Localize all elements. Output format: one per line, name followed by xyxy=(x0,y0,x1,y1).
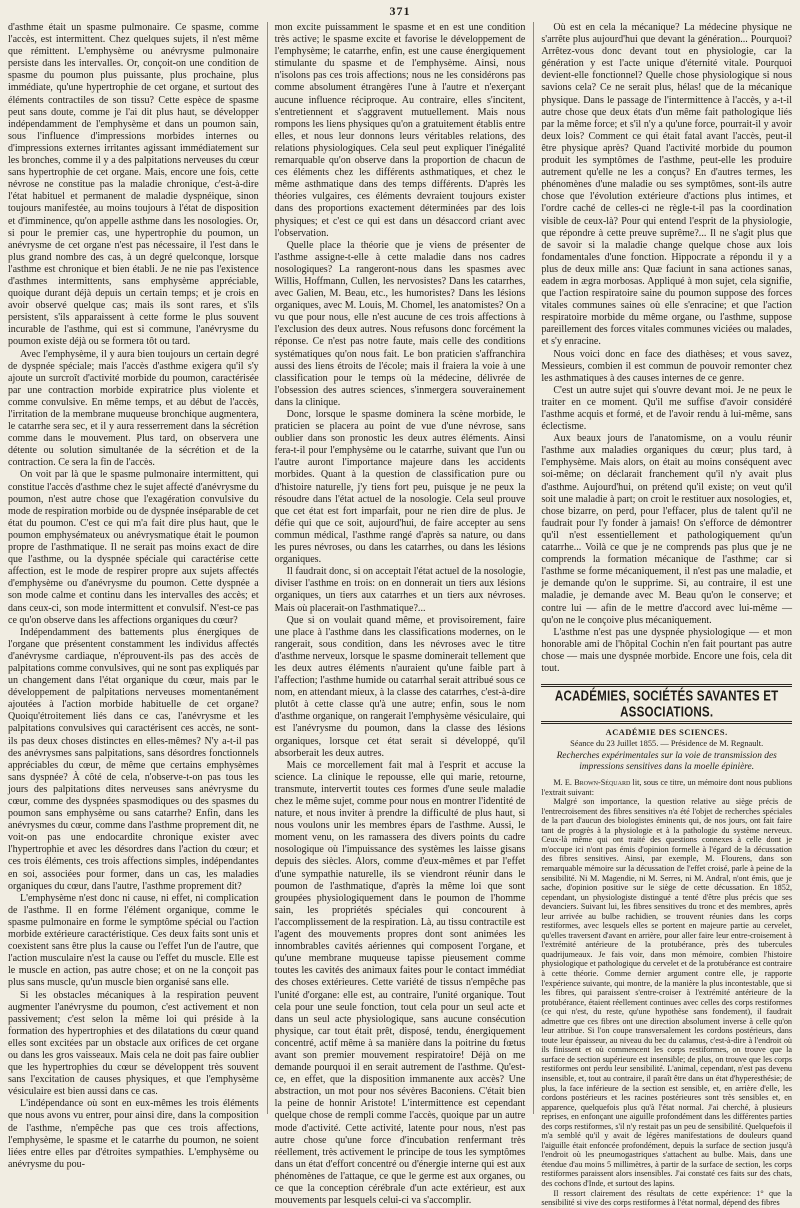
speaker-name: M. E. Brown-Séquard xyxy=(553,778,631,788)
paragraph xyxy=(275,22,526,240)
communication-title: Recherches expérimentales sur la voie de transmission des impressions sensitives dans la moelle épinière. xyxy=(556,751,777,773)
paragraph-text: lit, sous ce titre, un mémoire dont nous publions l'extrait suivant: xyxy=(541,778,793,797)
column-1 xyxy=(8,22,259,1170)
paragraph-text: Nous voici donc en face des diathèses; et vous savez, Messieurs, combien il est commun de pouvoir remonter chez les asthmatiques à des causes internes de ce genre. xyxy=(541,348,793,384)
paragraph-text: L'emphysème n'est donc ni cause, ni effet, ni complication de l'asthme. Il en forme l'élément organique, comme le spasme pulmonaire en forme le symptôme spécial ou l'action morbide extérieure caractéristique. Ces deux faits sont unis et coexistent sans être plus la cause ou l'effet l'un de l'autre, que l'action musculaire n'est la cause ou l'effet du muscle. Elle est le muscle en action, pas autre chose; et on ne la conçoit pas plus sans muscle, qu'un muscle bien organisé sans elle. xyxy=(8,892,259,989)
paragraph xyxy=(8,893,259,990)
paragraph xyxy=(8,1098,259,1171)
paragraph xyxy=(541,349,792,385)
page-number: 371 xyxy=(389,4,411,18)
paragraph xyxy=(275,409,526,566)
paragraph-text: On voit par là que le spasme pulmonaire intermittent, qui constitue l'accès d'asthme chez le sujet affecté d'anévrysme du poumon, n'est autre chose que l'exagération convulsive du mode de respiration morbide ou de dyspnée inséparable de cet état du poumon. C'est ce qui m'a fait dire plus haut, que le poumon emphysémateux ou anévrysmatique était le poumon propre de l'asthmatique. Il ne serait pas moins exact de dire que l'asthme, ou la dyspnée spéciale qui caractérise cette affection, est le mode de respirer propre aux sujets affectés d'emphysème ou d'anévrysme du poumon. Cette dyspnée a son mode calme et continu dans les intervalles des accès; et dans ceux-ci, son mode intermittent et convulsif. N'est-ce pas ce qu'on observe dans les affections organiques du cœur? xyxy=(8,469,259,626)
paragraph-text: Aux beaux jours de l'anatomisme, on a voulu réunir l'asthme aux maladies organiques du cœur; plus tard, à l'emphysème. Mais alors, on était au moins conséquent avec soi-même; on déclarait franchement qu'il n'y avait plus d'asthme. Aujourd'hui, on prétend qu'il existe; on veut qu'il soit une maladie à part; on croit le restituer aux nosologies, et, chose bizarre, on perd, pour l'effacer, plus de talent qu'il ne faudrait pour l'y fonder à jamais! On s'efforce de démontrer qu'il n'est essentiellement et pathologiquement qu'un catarrhe... Voilà ce que je ne comprends pas plus que je ne comprends la formation mécanique de l'asthme; car si l'asthme se forme mécaniquement, il n'est pas une maladie, et je demande qu'on le supprime. Si, au contraire, il est une maladie, je demande avec M. Beau qu'on le conserve; et contre lui — afin de le mettre d'accord avec lui-même — qu'on ne le conçoive plus mécaniquement. xyxy=(541,433,793,626)
paragraph-text: Avec l'emphysème, il y aura bien toujours un certain degré de dyspnée spéciale; mais l'accès d'asthme exigera qu'il s'y ajoute un surcroît d'activité morbide du poumon, caractérisée par une contraction morbide expiratrice plus violente et comme convulsive. En même temps, et au début de l'accès, l'irritation de la membrane muqueuse bronchique augmentera, le catarrhe sera sec, et il y aura resserrement dans la sécrétion comme dans le mouvement. Plus tard, on observera une détente ou solution simultanée de la sécrétion et de la contraction. Ce sera la fin de l'accès. xyxy=(8,348,259,469)
paragraph xyxy=(541,1189,792,1208)
paragraph xyxy=(541,778,792,797)
paragraph-text: Mais ce morcellement fait mal à l'esprit et accuse la science. La clinique le repousse, elle qui marie, retourne, transmute, intervertit toutes ces formes d'une seule maladie chez le même sujet, comme pour nous en montrer l'identité de nature, et nous inviter à prendre la difficulté de plus haut, si nous voulons unir les membres épars de l'asthme. Aussi, le moment venu, on les ramassera des divers points du cadre nosologique où l'impuissance des systèmes les laisse gisans depuis des siècles. Alors, comme d'eux-mêmes et par l'effet d'une sympathie naturelle, ils se viendront réunir dans le poumon de l'asthmatique, d'après la même loi que sont groupées physiologiquement dans le poumon de l'homme sain, les propriétés spéciales qui concourent à l'accomplissement de la respiration. Là, au tissu contractile est l'agent des mouvements propres dont sont animées les innombrables cavités aériennes qui composent l'organe, et qu'une membrane muqueuse tapisse pieusement comme toutes les cavités des animaux faites pour le contact immédiat des choses extérieures. Cette variété de tissus n'empêche pas l'unité d'organe: elle est, au contraire, l'unité organique. Tout cela pour une seule fonction, tout cela pour un seul acte et dans un seul acte physiologique, sans aucune consécution physique, car tout était prêt, disposé, tendu, énergiquement concentré, actif même à sa manière dans la poitrine du fœtus avant son premier mouvement respiratoire! Déjà on me demande pourquoi il en serait autrement de l'asthme. Qu'est-ce, en effet, que la disposition immanente aux accès? Une abstraction, un mot pour nos sévères Baconiens. C'était bien la peine de honnir Aristote! L'intermittence est cependant quelque chose de rempli comme l'accès, quoique par un autre mode d'activité. Cette activité, latente pour nous, n'est pas autre chose qu'une force d'incubation renfermant très réellement, très activement le principe de tous les symptômes dans un état d'effort concentré ou d'énergie interne qui est aux phénomènes de l'attaque, ce que le germe est aux organes, ou ce que la conception cérébrale d'un acte extérieur, est aux mouvements par lesquels celui-ci va s'accomplir. xyxy=(274,759,526,1207)
paragraph xyxy=(541,22,792,349)
column-3 xyxy=(533,22,793,1208)
paragraph-text: L'asthme n'est pas une dyspnée physiologique — et mon honorable ami de l'hôpital Cochin n'en fait pourtant pas autre chose — mais une dyspnée morbide. Encore une fois, cela dit tout. xyxy=(541,626,793,674)
paragraph-text: L'indépendance où sont en eux-mêmes les trois éléments que nous avons vu entrer, pour ainsi dire, dans la composition de l'asthme, n'empêche pas que ces trois affections, l'emphysème, le spasme et le catarrhe du poumon, ne soient liées entre elles par d'étroites sympathies. L'emphysème ou anévrysme du pou- xyxy=(8,1098,259,1170)
paragraph-text: Donc, lorsque le spasme dominera la scène morbide, le praticien se placera au point de vue d'une névrose, sans oublier dans son pronostic les deux autres éléments. Ainsi fera-t-il pour l'emphysème ou le catarrhe, suivant que l'un ou l'autre auront l'importance majeure dans les accidents morbides. Quant à la question de classification pure ou d'histoire naturelle, j'y tiens fort peu, puisque je ne peux la résoudre dans l'état actuel de la nosologie. Cela seul prouve que cet état est fort imparfait, pour ne rien dire de plus. Je défie qui que ce soit, aujourd'hui, de faire accepter au sens commun médical, l'asthme rangé d'après sa nature, ou dans les pures névroses, ou dans les catarrhes, ou dans les lésions organiques. xyxy=(274,409,526,566)
paragraph-text: Où est en cela la mécanique? La médecine physique ne s'arrête plus aujourd'hui que devant la génération... Pourquoi? Arrêtez-vous donc devant tout en physiologie, car la génération y est l'acte unique d'éternité vitale. Pourquoi devient-elle fonctionnel? Quelle chose physiologique si nous savions cela? Ce ne serait plus, hélas! que de la mécanique physique. Dans le passage de l'intermittence à l'accès, y a-t-il autre chose que deux états d'un même fait pathologique liés par la même force; et s'il n'y a qu'une force, pourrait-il y avoir deux lois? Comment ce qui était fatal avant l'accès, peut-il être physique après? Quand l'activité morbide du poumon produit les symptômes de l'asthme, peut-elle les produire autrement qu'elle ne les a conçus? En d'autres termes, les phénomènes d'une maladie ou ses symptômes, sont-ils autre chose que l'évolution extérieure d'actions plus intimes, et l'ordre caché de celles-ci ne règle-t-il pas la coordination visible de ceux-là? Pour qui entend l'esprit de la physiologie, que répondre à cette preuve suprême?... Il ne s'agit plus que de savoir si la maladie change quelque chose aux lois fondamentales d'une fonction. Hippocrate a répondu il y a plus de deux mille ans: Quæ faciunt in sana actiones sanas, eadem in ægra morbosas. Appliqué à mon sujet, cela signifie, que l'action respiratoire saine du poumon suppose des forces vitales communes saines où elle s'enracine; et que l'action respiratoire morbide du même organe, ou l'asthme, suppose pareillement des forces vitales communes viciées ou malades, et s'y enracine. xyxy=(541,22,793,348)
paragraph-text: Malgré son importance, la question relative au siège précis de l'entrecroisement des fibres sensitives n'a été l'objet de recherches spéciales de la part d'aucun des biologistes éminents qui, de nos jours, ont fait faire tant de progrès à la physiologie et à la pathologie du système nerveux. Ceux-là même qui ont traité des questions connexes à celle dont je m'occupe ici n'ont pas émis d'opinion formelle à l'égard de la décussation des fibres sensitives. Ainsi, par exemple, M. Flourens, dans son remarquable mémoire sur la décussation de l'effet croisé, parle à peine de la sensibilité. Ni M. Magendie, ni M. Serres, ni M. Andral, n'ont émis, que je sache, d'opinion positive sur le siège de cette décussation. En 1852, cependant, un physiologiste distingué a tenté d'être plus précis que ses devanciers. Suivant lui, les fibres sensitives du tronc et des membres, après leur arrivée au bulbe rachidien, se trouvent réunies dans les corps restiformes, avec lesquels elles se portent en majeure partie au cervelet, qu'elles traversent d'avant en arrière, pour aller faire leur entre-croisement à l'extrémité antérieure de la protubérance, près des tubercules quadrijumeaux. Je fais voir, dans mon mémoire, combien l'histoire physiologique et pathologique du cervelet et de la protubérance est contraire à cette théorie. Comme dernier argument contre elle, je rapporte l'expérience suivante, qui montre, de la manière la plus incontestable, que si les fibres, qui paraissent s'entre-croiser à l'extrémité antérieure de la protubérance, étaient réellement continues avec celles des corps restiformes (ce qui n'est, du reste, qu'une hypothèse sans fondement), il faudrait admettre que ces fibres ont une direction absolument inverse à celle qu'on leur attribue. Si l'on coupe transversalement les cordons postérieurs, dans toute leur épaisseur, au niveau du bec du calamus, c'est-à-dire à l'endroit où ils finissent et où commencent les corps restiformes, on trouve que la surface de section supérieure est insensible; de plus, on trouve que les corps restiformes ont perdu leur sensibilité. L'animal, cependant, n'est pas devenu insensible, et, tout au contraire, il paraît être dans un état d'hyperesthésie; de plus, la face inférieure de la section est sensible, et, en arrière d'elle, les cordons postérieurs et les racines postérieures sont très sensibles et, en apparence, quelquefois plus qu'à l'état normal. J'ai cherché, à plusieurs reprises, en enfonçant une aiguille profondément dans les différentes parties des corps restiformes, s'il n'y restait pas un peu de sensibilité. Quelquefois il m'a semblé qu'il y avait de légères manifestations de douleurs quand l'aiguille était enfoncée profondément, depuis la surface de section jusqu'à l'endroit où les pneumogastriques s'attachent au bulbe. Mais, dans une étendue d'au moins 5 millimètres, à partir de la surface de section, les corps restiformes paraissent alors insensibles. J'ai constaté ces faits sur des chats, des cochons d'Inde, et surtout des lapins. xyxy=(541,797,793,1189)
paragraph xyxy=(541,385,792,433)
paragraph xyxy=(541,627,792,675)
communication-body xyxy=(541,778,792,1208)
columns xyxy=(8,22,793,1208)
paragraph-text: d'asthme était un spasme pulmonaire. Ce spasme, comme l'accès, est intermittent. Chez quelques sujets, il n'est même que rémittent. L'emphysème ou anévrysme pulmonaire persiste dans les intervalles. Or, conçoit-on une condition de spasme du poumon plus puissante, plus prochaine, plus immédiate, qu'une hypertrophie de cet organe, et surtout des éléments contractiles de son tissu? Cette espèce de spasme peut sans doute, comme je l'ai dit plus haut, se développer indépendamment de l'emphysème et dans un poumon sain, sous l'influence d'impressions morbides internes ou d'impressions externes irritantes agissant immédiatement sur les bronches, comme il y a des palpitations nerveuses du cœur sans hypertrophie de cet organe. Mais, encore une fois, cette névrose ne constitue pas la maladie chronique, c'est-à-dire l'état habituel et permanent de maladie dyspnéique, sinon toujours manifestée, au moins toujours à l'état de disposition et d'imminence, qu'on appelle asthme dans les nosologies. Or, si pour le premier cas, une hypertrophie du poumon, un anévrysme de cet organe n'est pas nécessaire, il l'est dans le plus grand nombre des cas, à un degré quelconque, lorsque l'asthme est chronique et bien établi. Je ne nie pas l'existence d'asthmes intermittents, sans emphysème appréciable, quoique durant déjà depuis un certain temps; et je crois en avoir observé quelque cas; mais ils sont rares, et s'ils persistent, s'ils apparaissent à cette forme le plus souvent incurable de l'asthme, qui est si commune, l'anévrysme du poumon existe déjà ou se formera tôt ou tard. xyxy=(8,22,259,348)
paragraph-text: Il ressort clairement des résultats de cette expérience: 1° que la sensibilité si vive des corps restiformes à l'état normal, dépend des fibres xyxy=(541,1188,793,1208)
paragraph xyxy=(8,349,259,470)
session-line: Séance du 23 Juillet 1855. — Présidence de M. Regnault. xyxy=(570,739,764,749)
section-title: ACADÉMIES, SOCIÉTÉS SAVANTES ET ASSOCIATIONS. xyxy=(554,687,779,721)
section-header xyxy=(541,684,792,724)
paragraph xyxy=(8,627,259,893)
academy-title: ACADÉMIE DES SCIENCES. xyxy=(605,728,728,738)
column-3-article-end xyxy=(541,22,792,675)
paragraph xyxy=(275,760,526,1207)
paragraph-text: C'est un autre sujet qui s'ouvre devant moi. Je ne peux le traiter en ce moment. Qu'il me suffise d'avoir considéré l'asthme acquis et formé, et de l'avoir rendu à lui-même, sans éclectisme. xyxy=(541,384,793,433)
paragraph xyxy=(8,990,259,1099)
paragraph-text: Il faudrait donc, si on acceptait l'état actuel de la nosologie, diviser l'asthme en trois: on en donnerait un tiers aux lésions organiques, un tiers aux catarrhes et un tiers aux névroses. Mais où placerait-on l'asthmatique?... xyxy=(274,566,526,614)
paragraph xyxy=(275,566,526,614)
paragraph-text: Indépendamment des battements plus énergiques de l'organe que présentent constamment les individus affectés d'anévrysme cardiaque, n'éprouvent-ils pas des accès de palpitations comme convulsives, qui ne sont pas expliqués par un changement dans l'état organique du cœur, mais par le développement de palpitations nerveuses momentanément ajoutées à l'action morbide habituelle de cet organe? Quoiqu'étroitement liés dans ce cas, l'anévrysme et les palpitations convulsives qui caractérisent ces accès, ne sont-ils pas deux choses distinctes en elles-mêmes? N'y a-t-il pas des anévrysmes sans palpitations, sans désordres fonctionnels appréciables du cœur, de même que certains emphysèmes sans dyspnée? À côté de cela, n'observe-t-on pas tous les jours des palpitations dites nerveuses sans anévrysme du cœur, comme des dyspnées spasmodiques ou des spasmes du poumon sans emphysème ou sans catarrhe? Enfin, dans les anévrysmes du cœur, comme dans l'asthme proprement dit, ne voit-on pas une endocardite chronique exister avec l'hypertrophie et avec les désordres dans l'action du cœur; et ces trois éléments, ces trois affections simples, indépendantes en soi, associées pour former, dans un cas, les maladies organiques du cœur, dans l'autre, l'asthme proprement dit? xyxy=(8,626,259,892)
paragraph xyxy=(541,433,792,627)
paragraph xyxy=(8,469,259,626)
paragraph xyxy=(541,797,792,1188)
paragraph-text: mon excite puissamment le spasme et en est une condition très active; le spasme excite et favorise le développement de l'emphysème; le catarrhe, enfin, est une cause énergiquement stimulante du spasme et de l'emphysème. Ainsi, nous n'isolons pas ces trois affections; nous ne les considérons pas comme absolument étrangères l'une à l'autre et n'exerçant aucune influence réciproque. Au contraire, elles s'incitent, s'entretiennent et s'aggravent mutuellement. Mais nous rompons les liens physiques qu'on a gratuitement établis entre elles, et nous leur donnons leurs véritables relations, des relations physiologiques. Cela seul peut expliquer l'inégalité remarquable qu'on observe dans la proportion de chacun de ces éléments chez les différents asthmatiques, et chez le même asthmatique dans des temps différents. D'après les théories vulgaires, ces éléments devraient toujours exister dans des proportions exactement déterminées par des lois physiques; et c'est ce qui est dans un désaccord criant avec l'observation. xyxy=(274,22,526,239)
paragraph-text: Si les obstacles mécaniques à la respiration peuvent augmenter l'anévrysme du poumon, c'est activement et non passivement; c'est selon la même loi qui préside à la formation des hypertrophies et des dilatations du cœur quand elles sont excitées par un obstacle aux orifices de cet organe ou dans les gros vaisseaux. Mais cela ne doit pas faire oublier que les hypertrophies du cœur se développent très souvent sans l'excitation de causes physiques, et que l'emphysème vésiculaire est bien aussi dans ce cas. xyxy=(8,989,259,1098)
paragraph-text: Quelle place la théorie que je viens de présenter de l'asthme assigne-t-elle à cette maladie dans nos cadres nosologiques? La rangeront-nous dans les spasmes avec Willis, Hoffmann, Cullen, les nervosistes? Dans les catarrhes, avec Galien, M. Beau, etc., les humoristes? Dans les lésions organiques, avec M. Louis, M. Chomel, les anatomistes? On a vu que pour nous, elle n'est aucune de ces trois affections à l'exclusion des deux autres. Nous refusons donc forcément la réponse. Ce n'est pas notre faute, mais celle des conditions systématiques qu'on nous fait. Le bon praticien s'affranchira aussi des liens étroits de l'école; mais il fraiera la voie à une classification pour le temps où la médecine, délivrée de l'obsession des autres sciences, s'inmergera souverainement dans la clinique. xyxy=(274,239,526,408)
paragraph xyxy=(275,615,526,760)
column-2 xyxy=(267,22,526,1207)
paragraph-text: Que si on voulait quand même, et provisoirement, faire une place à l'asthme dans les classifications modernes, on le rangerait, sous condition, dans les névroses avec le titre d'asthme nerveux, lorsque le spasme dominerait tellement que les deux autres éléments n'auraient qu'une faible part à l'affection; l'asthme humide ou catarrhal serait attribué sous ce nom, en attendant mieux, à la classe des catarrhes, c'est-à-dire plutôt à cette classe qu'à une autre; enfin, sous le nom d'asthme organique, on rangerait l'emphysème vésiculaire, qui est l'anévrysme du poumon, dans la classe des lésions organiques, lorsque cet état serait si développé, qu'il absorberait les deux autres. xyxy=(274,614,526,759)
paragraph xyxy=(8,22,259,349)
paragraph xyxy=(275,240,526,409)
